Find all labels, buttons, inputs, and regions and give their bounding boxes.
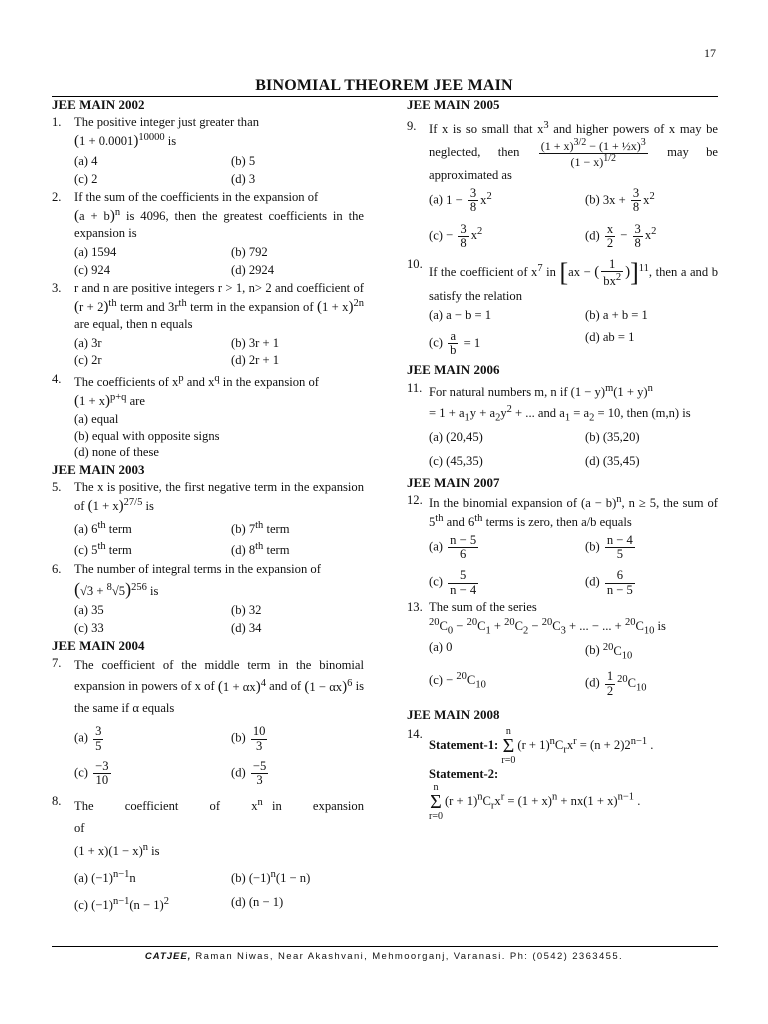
question-tail: is xyxy=(167,134,177,149)
math-expression: $(√3 + ^8√5)^{256}$ xyxy=(74,578,147,599)
question-tail: is xyxy=(657,618,666,633)
question-text: r and n are positive integers r > 1, n> 2 and coefficient of $(r + 2)^{th}$ term and $3r^{th}$ term in the expansion of $(1 + x)^{2n}$ are equal, then n equals xyxy=(74,281,364,331)
question-text: If x is so small that $x^3$ and higher powers of x may be neglected, then $\frac{(1 + x)^{3/2} - (1 + \frac{1}{2}x)^3}{(1 - x)^{1/2}}$ may be approximated as xyxy=(429,120,718,183)
math-expression: $(a + b)^n$ xyxy=(74,207,121,225)
options-q7 xyxy=(52,724,364,788)
question-12 xyxy=(407,493,718,531)
question-stem: If the sum of the coefficients in the expansion of xyxy=(74,190,319,205)
question-13 xyxy=(407,600,718,638)
question-stem: In the binomial expansion of xyxy=(429,496,578,511)
question-text xyxy=(429,600,718,638)
question-text xyxy=(74,562,364,600)
option-d[interactable]: (d) 3 xyxy=(231,171,256,186)
question-stem: The positive integer just greater than xyxy=(74,115,259,130)
option-b[interactable]: (b) $(-1)^n(1 - n)$ xyxy=(231,868,311,886)
option-a[interactable]: (a) equal xyxy=(74,412,119,426)
math-expression: $(1 + 0.0001)^{10000}$ xyxy=(74,131,165,150)
question-tail: terms is zero, then a/b equals xyxy=(485,515,632,530)
question-number: 3. xyxy=(52,281,62,296)
options-q11 xyxy=(407,429,718,470)
question-stem: The coefficient of the middle term in the binomial expansion in powers of x of xyxy=(74,657,364,694)
option-c[interactable]: (c) $(-1)^{n-1}(n - 1)^2$ xyxy=(74,895,169,912)
question-number: 12. xyxy=(407,493,423,508)
question-tail: may be approximated as xyxy=(429,145,718,183)
question-part: in expansion of xyxy=(74,799,364,835)
question-part: term in the expansion of xyxy=(190,300,314,315)
option-d[interactable]: (d) 34 xyxy=(231,620,262,635)
option-d[interactable]: (d) (35,45) xyxy=(585,454,640,469)
question-tail: are equal, then n equals xyxy=(74,316,193,331)
option-a[interactable]: (a) a − b = 1 xyxy=(429,308,492,323)
math-expression: $(a - b)^n$, n ≥ 5 xyxy=(581,494,657,511)
options-q13 xyxy=(407,639,718,698)
statement-2 xyxy=(407,767,718,821)
option-b[interactable]: (b) 5 xyxy=(231,153,256,168)
footer xyxy=(0,951,768,963)
question-tail: is xyxy=(151,844,160,859)
option-c[interactable]: (c) 5th term xyxy=(74,541,132,558)
option-a[interactable]: (a) $(-1)^{n-1}n$ xyxy=(74,868,136,886)
question-stem: The coefficient of x xyxy=(74,799,258,814)
question-text: The coefficient of $x^n$ in expansion of $(1 + x)(1 - x)^n$ is xyxy=(74,797,364,859)
option-c[interactable]: (c) $\frac{-3}{10}$ xyxy=(74,758,109,788)
option-d[interactable]: (d) 8th term xyxy=(231,541,290,558)
option-c[interactable]: (c) 33 xyxy=(74,620,104,635)
option-c[interactable]: (c) $\frac{5}{n - 4}$ xyxy=(429,568,477,597)
question-part: in the expansion of xyxy=(222,375,319,390)
question-stem: The x is positive, the first negative term in the expansion of xyxy=(74,480,364,514)
option-a[interactable]: (a) 1594 xyxy=(74,244,117,259)
options-q12 xyxy=(407,533,718,598)
question-stem: The sum of the series xyxy=(429,599,537,614)
question-5 xyxy=(52,480,364,516)
question-part: and of xyxy=(269,679,302,694)
options-q1 xyxy=(52,153,364,188)
question-6 xyxy=(52,562,364,600)
option-a[interactable]: (a) 3r xyxy=(74,335,102,350)
math-expression: $(1 + x)^{2n}$ xyxy=(316,298,364,316)
math-expression: n Σ $r=0(r + 1)^nC_rx^r = (n + 2)2^{n-1}$ . xyxy=(501,725,654,766)
options-q6 xyxy=(52,602,364,637)
question-tail: is xyxy=(149,583,159,598)
question-text: In the binomial expansion of $(a - b)^n$, n ≥ 5, the sum of 5th and 6th terms is zero, then a/b equals xyxy=(429,494,718,530)
question-stem: The number of integral terms in the expansion of xyxy=(74,561,321,576)
section-heading-2008: JEE MAIN 2008 xyxy=(407,706,500,722)
footer-rule xyxy=(52,946,718,947)
option-c[interactable]: (c) 2 xyxy=(74,171,98,186)
question-8 xyxy=(52,794,364,863)
options-q10 xyxy=(407,307,718,358)
option-d[interactable]: (d) $\frac{1}{2}$ $^{20}C_{10}$ xyxy=(585,669,647,698)
section-heading-2004: JEE MAIN 2004 xyxy=(52,637,145,653)
question-stem: If the coefficient of x xyxy=(429,265,538,280)
option-d[interactable]: (d) (n − 1) xyxy=(231,894,284,909)
question-text xyxy=(74,115,364,151)
options-q2 xyxy=(52,244,364,279)
question-number: 14. xyxy=(407,726,423,741)
math-expression: $^{20}C_0 - ^{20}C_1 + ^{20}C_2 - ^{20}C_3$ + ... − ... + $^{20}C_{10}$ xyxy=(429,616,655,637)
question-text xyxy=(74,656,364,718)
question-11 xyxy=(407,381,718,428)
option-c[interactable]: (c) (45,35) xyxy=(429,454,483,469)
option-a[interactable]: (a) $\frac{n - 5}{6}$ xyxy=(429,533,477,562)
question-part: and 6 xyxy=(446,515,475,530)
question-number: 10. xyxy=(407,256,423,271)
question-7 xyxy=(52,656,364,718)
math-expression: $(1 + \alpha x)^4$ xyxy=(217,677,266,695)
option-b[interactable]: (b) a + b = 1 xyxy=(585,308,648,323)
math-expression: $(1 + x)^{27/5}$ xyxy=(87,497,143,515)
question-tail: is xyxy=(145,499,154,514)
question-text xyxy=(429,727,718,765)
math-expression: [ax − ( $\frac{1}{bx^2}$ )]$^{11}$ xyxy=(559,256,649,289)
question-number: 6. xyxy=(52,561,62,576)
math-expression: n Σ $r=0(r + 1)^nC_rx^r = (1 + x)^n + nx(1 + x)^{n-1}$ . xyxy=(429,781,641,822)
option-a[interactable]: (a) 35 xyxy=(74,603,104,618)
option-a[interactable]: (a) 6th term xyxy=(74,520,132,537)
section-heading-2006: JEE MAIN 2006 xyxy=(407,362,500,378)
math-expression: $(1 + x)^{p+q}$ xyxy=(74,392,127,410)
section-heading-2007: JEE MAIN 2007 xyxy=(407,474,500,490)
option-b[interactable]: (b) $^{20}C_{10}$ xyxy=(585,641,633,662)
question-tail: is xyxy=(682,406,691,421)
question-part: term and 3r xyxy=(119,300,179,315)
question-number: 7. xyxy=(52,655,62,670)
statement-1-label: Statement-1: xyxy=(429,737,499,752)
question-number: 13. xyxy=(407,599,423,614)
option-d[interactable]: (d) ab = 1 xyxy=(585,329,635,344)
math-expression: $(1 + x)(1 - x)^n$ xyxy=(74,842,149,859)
question-stem: For natural numbers m, n if xyxy=(429,384,568,399)
option-b[interactable]: (b) 3r + 1 xyxy=(231,335,280,350)
options-q5 xyxy=(52,518,364,560)
option-c[interactable]: (c) − $\frac{3}{8}$ $x^2$ xyxy=(429,221,483,250)
footer-logo: CATJEE, xyxy=(144,951,192,962)
question-number: 1. xyxy=(52,115,62,130)
option-d[interactable]: (d) 2924 xyxy=(231,262,275,277)
question-text: If the coefficient of $x^7$ in [ax − ( $\frac{1}{bx^2}$ )]$^{11}$, then a and b satisfy the relation xyxy=(429,256,718,304)
question-text: For natural numbers m, n if $(1 - y)^m(1 + y)^n$ = $1 + a_1y + a_2y^2$ + ... and $a_1 = a_2 = 10$, then (m,n) is xyxy=(429,382,691,424)
option-a[interactable]: (a) (20,45) xyxy=(429,430,483,445)
option-b[interactable]: (b) $\frac{n - 4}{5}$ xyxy=(585,533,633,562)
options-q3 xyxy=(52,335,364,370)
question-number: 2. xyxy=(52,190,62,205)
option-c[interactable]: $(c) - ^{20}C_{10}$ xyxy=(429,671,486,691)
math-expression: = $1 + a_1y + a_2y^2$ + ... xyxy=(429,403,535,424)
option-d[interactable]: (d) none of these xyxy=(74,445,159,460)
question-stem: r and n are positive integers r > 1, n> 2 and coefficient of xyxy=(74,281,364,296)
question-part: and a xyxy=(537,406,565,421)
question-1 xyxy=(52,115,364,151)
section-heading-2003: JEE MAIN 2003 xyxy=(52,462,145,478)
question-3 xyxy=(52,281,364,332)
option-d[interactable]: (d) $\frac{6}{n - 5}$ xyxy=(585,568,633,597)
question-2 xyxy=(52,190,364,241)
option-b[interactable]: (b) (35,20) xyxy=(585,430,640,445)
left-column xyxy=(52,97,364,915)
question-part: sum of 5 xyxy=(429,496,718,530)
question-number: 9. xyxy=(407,119,417,134)
question-tail: , then a and b satisfy the relation xyxy=(429,265,718,304)
question-tail: is the same if α equals xyxy=(74,679,364,715)
option-c[interactable]: (c) 2r xyxy=(74,353,102,368)
question-part: and higher powers of x may be neglected, then xyxy=(429,122,718,160)
option-a[interactable]: (a) 4 xyxy=(74,153,98,168)
question-stem: If x is so small that x xyxy=(429,122,544,137)
options-q9 xyxy=(407,186,718,251)
question-14 xyxy=(407,727,718,765)
option-b[interactable]: (b) $\frac{10}{3}$ xyxy=(231,724,266,753)
options-q8 xyxy=(52,867,364,915)
question-text xyxy=(74,190,364,241)
question-number: 5. xyxy=(52,480,62,495)
math-fraction: $\frac{(1 + x)^{3/2} - (1 + \frac{1}{2}x)^3}{(1 - x)^{1/2}}$ xyxy=(540,137,646,169)
question-number: 8. xyxy=(52,794,62,809)
math-expression: $(1 - y)^m(1 + y)^n$ xyxy=(570,382,653,399)
math-expression: $(r + 2)^{th}$ xyxy=(74,298,117,316)
question-text xyxy=(74,480,364,516)
math-expression: $(1 - \alpha x)^6$ xyxy=(304,677,353,695)
question-part: in xyxy=(546,265,556,280)
option-c[interactable]: (c) $\frac{a}{b}$ = 1 xyxy=(429,328,481,358)
option-d[interactable]: (d) 2r + 1 xyxy=(231,353,280,368)
option-a[interactable]: (a) $\frac{3}{5}$ xyxy=(74,724,102,753)
option-a[interactable]: (a) 1 − $\frac{3}{8}$ $x^2$ xyxy=(429,186,492,215)
question-10 xyxy=(407,257,718,305)
question-9 xyxy=(407,119,718,184)
option-d[interactable]: (d) $\frac{x}{2}$ − $\frac{3}{8}$ $x^2$ xyxy=(585,221,657,250)
question-tail: are xyxy=(129,394,145,409)
footer-address: Raman Niwas, Near Akashvani, Mehmoorganj, Varanasi. Ph: (0542) 2363455. xyxy=(195,951,624,962)
question-part: and x xyxy=(186,375,215,390)
right-column xyxy=(407,97,718,821)
question-number: 4. xyxy=(52,372,62,387)
question-stem: The coefficients of x xyxy=(74,375,179,390)
option-a[interactable]: (a) 0 xyxy=(429,640,453,655)
option-c[interactable]: (c) 924 xyxy=(74,262,111,277)
section-heading-2002: JEE MAIN 2002 xyxy=(52,97,145,112)
option-b[interactable]: (b) 3x + $\frac{3}{8}$ $x^2$ xyxy=(585,186,655,215)
option-b[interactable]: (b) 792 xyxy=(231,244,268,259)
question-4 xyxy=(52,372,364,411)
option-b[interactable]: (b) 7th term xyxy=(231,520,290,537)
section-heading-2005: JEE MAIN 2005 xyxy=(407,97,500,112)
page-number: 17 xyxy=(704,46,716,60)
option-d[interactable]: (d) $\frac{-5}{3}$ xyxy=(231,758,267,788)
statement-2-label: Statement-2: xyxy=(429,766,499,781)
page-title: BINOMIAL THEOREM JEE MAIN xyxy=(255,77,513,94)
question-text: The coefficients of $x^p$ and $x^q$ in the expansion of $(1 + x)^{p+q}$ are xyxy=(74,373,319,410)
question-tail: is 4096, then the greatest coefficients in the expansion is xyxy=(74,209,364,241)
option-b[interactable]: (b) 32 xyxy=(231,603,262,618)
question-number: 11. xyxy=(407,380,423,395)
option-b[interactable]: (b) equal with opposite signs xyxy=(74,428,220,443)
